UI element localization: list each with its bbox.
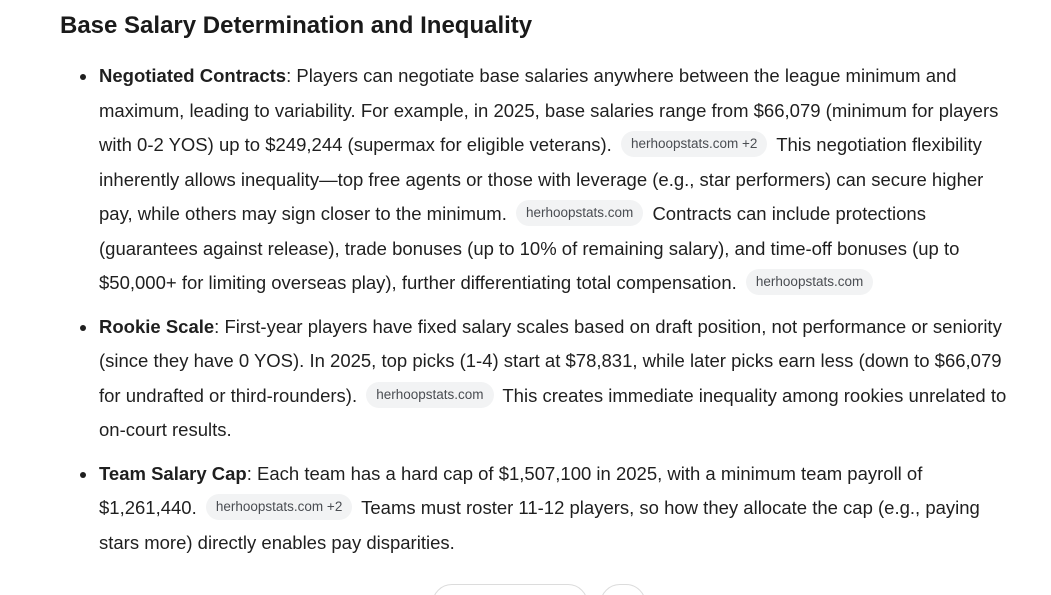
floating-action-pill[interactable] [432,584,588,595]
item-text: : Each team has a hard cap of $1,507,100 in 2025, with a minimum team payroll of $1,261,440. [99,462,923,518]
item-text: Teams must roster 11-12 players, so how they allocate the cap (e.g., paying stars more) directly enables pay disparities. [99,497,980,553]
bullet-dot [80,74,86,80]
bullet-dot [80,325,86,331]
list-item [99,59,1020,301]
item-text: This negotiation flexibility inherently allows inequality—top free agents or those with leverage (e.g., star performers) can secure higher pay, while others may sign closer to the minimum. [99,134,984,224]
bullet-dot [80,472,86,478]
item-term: Rookie Scale [99,315,215,337]
response-content [60,0,1020,569]
source-chip[interactable]: herhoopstats.com [516,200,643,226]
item-term: Team Salary Cap [99,462,247,484]
item-text: : First-year players have fixed salary scales based on draft position, not performance or seniority (since they have 0 YOS). In 2025, top picks (1-4) start at $78,831, while later picks earn less (down to $66,079 for undrafted or third-rounders). [99,315,1002,406]
list-item [99,310,1020,448]
source-chip[interactable]: herhoopstats.com [746,269,873,295]
list-item [99,457,1020,561]
source-chip[interactable]: herhoopstats.com +2 [621,131,767,157]
section-heading: Base Salary Determination and Inequality [60,12,533,39]
source-chip[interactable]: herhoopstats.com [366,382,493,408]
item-text: This creates immediate inequality among rookies unrelated to on-court results. [99,384,1007,440]
item-term: Negotiated Contracts [99,65,287,86]
source-chip[interactable]: herhoopstats.com +2 [206,494,352,520]
item-text: : Players can negotiate base salaries anywhere between the league minimum and maximum, leading to variability. For example, in 2025, base salaries range from $66,079 (minimum for players with 0-2 YOS) up to $249,244 (supermax for eligible veterans). [99,65,999,155]
bullet-list [60,59,1020,560]
item-text: Contracts can include protections (guarantees against release), trade bonuses (up to 10% of remaining salary), and time-off bonuses (up to $50,000+ for limiting overseas play), further differentiating total compensation. [99,203,960,293]
